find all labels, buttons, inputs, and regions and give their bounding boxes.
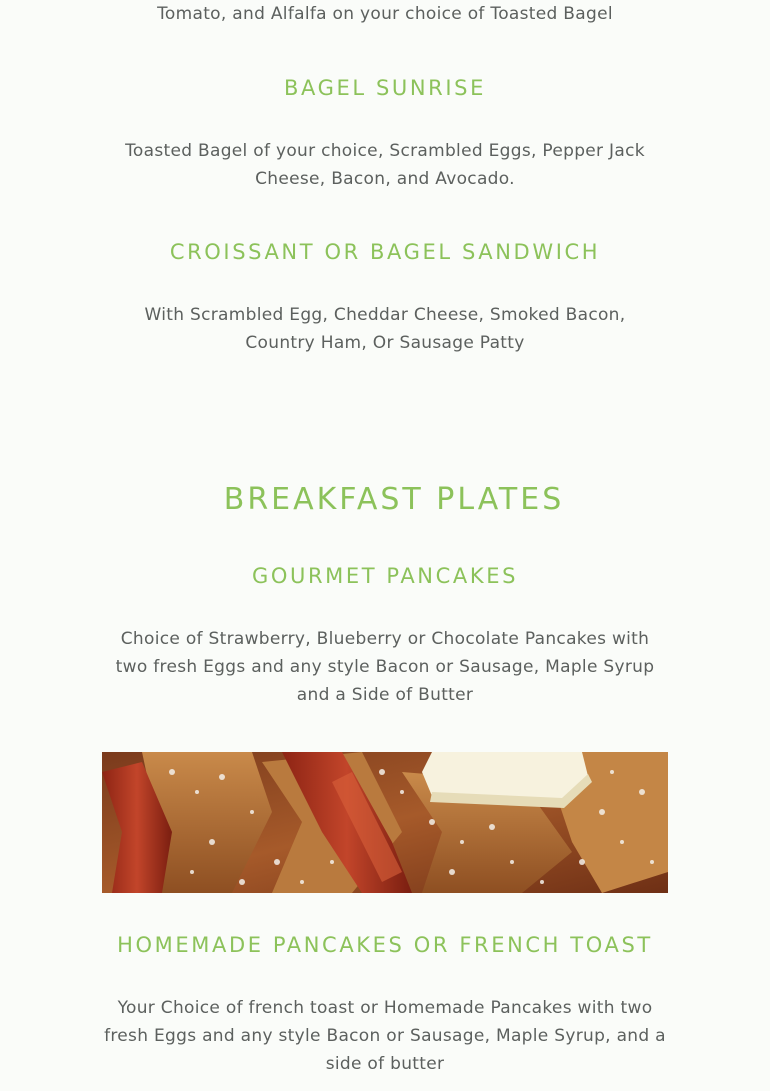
menu-item-description-croissant-bagel-sandwich: With Scrambled Egg, Cheddar Cheese, Smoked Bacon, Country Ham, Or Sausage Patty (144, 305, 626, 353)
menu-item-description-homemade-pancakes-french-toast: Your Choice of french toast or Homemade Pancakes with two fresh Eggs and any style Bacon or Sausage, Maple Syrup, and a side of butter (104, 998, 666, 1074)
menu-item-title-homemade-pancakes-french-toast: HOMEMADE PANCAKES OR FRENCH TOAST (117, 933, 653, 957)
menu-item-title-gourmet-pancakes: GOURMET PANCAKES (251, 564, 519, 588)
menu-item-description-gourmet-pancakes: Choice of Strawberry, Blueberry or Chocolate Pancakes with two fresh Eggs and any style Bacon or Sausage, Maple Syrup and a Side of Butter (115, 629, 655, 705)
menu-item-description-bagel-sunrise: Toasted Bagel of your choice, Scrambled Eggs, Pepper Jack Cheese, Bacon, and Avocado. (125, 141, 645, 189)
menu-item-title-bagel-sunrise: BAGEL SUNRISE (284, 76, 486, 100)
section-title-breakfast-plates: BREAKFAST PLATES (223, 482, 565, 517)
menu-item-title-croissant-bagel-sandwich: CROISSANT OR BAGEL SANDWICH (169, 240, 601, 264)
previous-item-description: Tomato, and Alfalfa on your choice of Toasted Bagel (157, 4, 613, 24)
french-toast-bacon-photo (102, 752, 668, 893)
